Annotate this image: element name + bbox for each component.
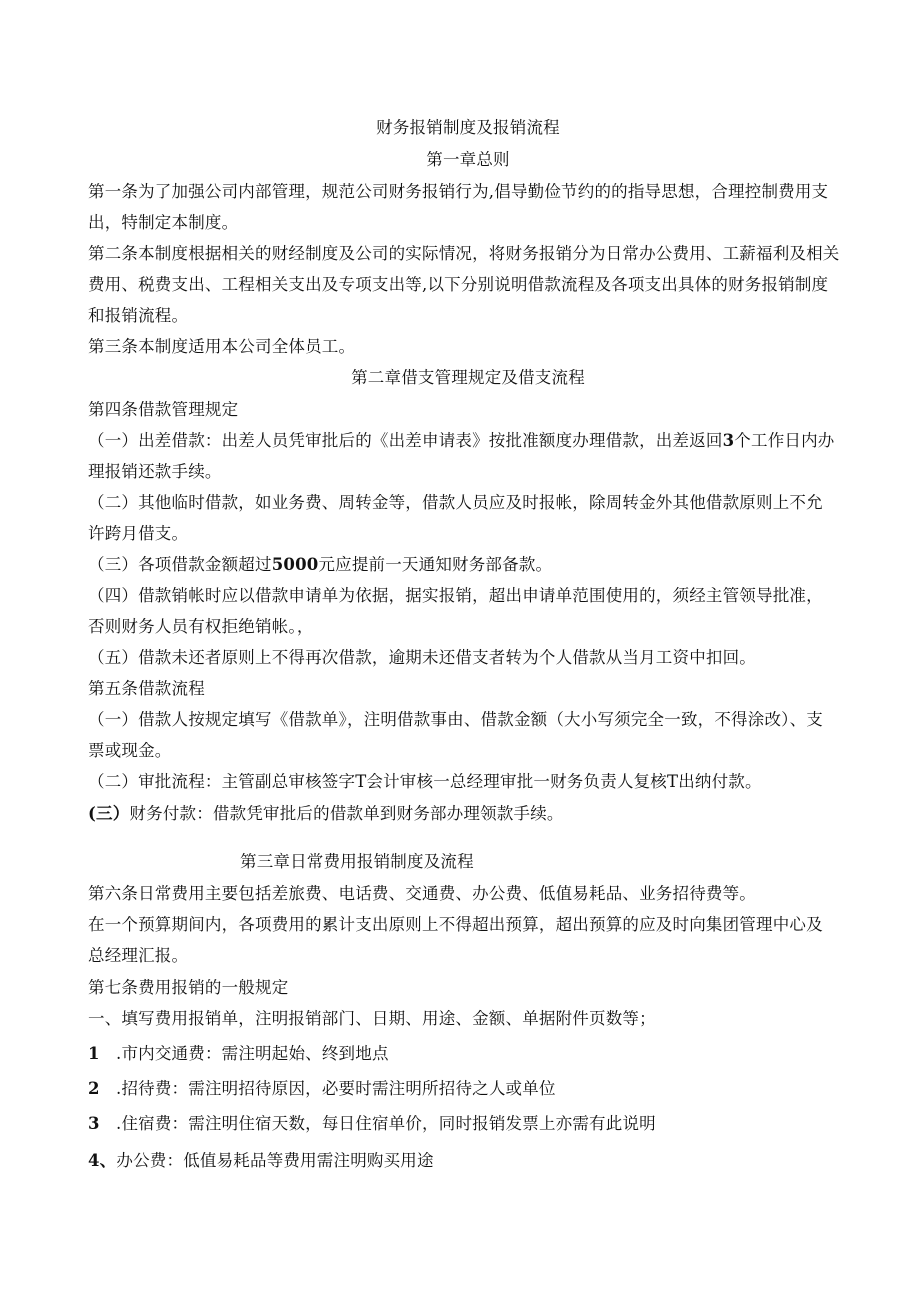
article-4-item-1-line-1 xyxy=(88,429,848,453)
article-6-line-1: 第六条日常费用主要包括差旅费、电话费、交通费、办公费、低值易耗品、业务招待费等。 xyxy=(88,884,756,903)
list-item-2-number: 2 xyxy=(88,1079,100,1098)
article-6-line-2: 在一个预算期间内，各项费用的累计支出原则上不得超出预算，超出预算的应及时向集团管理中心及 xyxy=(88,915,823,934)
article-5-item-3-text: 财务付款：借款凭审批后的借款单到财务部办理领款手续。 xyxy=(129,804,564,823)
chapter-2-heading: 第二章借支管理规定及借支流程 xyxy=(351,368,585,387)
article-2-line-2: 费用、税费支出、工程相关支出及专项支出等,以下分别说明借款流程及各项支出具体的财务报销制度 xyxy=(88,275,829,294)
list-item-3-text: .住宿费：需注明住宿天数，每日住宿单价，同时报销发票上亦需有此说明 xyxy=(116,1114,656,1133)
list-item-4-number: 4、 xyxy=(88,1151,117,1170)
article-4-item-3-text-a: （三）各项借款金额超过 xyxy=(88,555,272,574)
article-5-item-3 xyxy=(88,802,848,826)
article-2-line-1: 第二条本制度根据相关的财经制度及公司的实际情况，将财务报销分为日常办公费用、工薪福利及相关 xyxy=(88,244,840,263)
article-1-line-1: 第一条为了加强公司内部管理，规范公司财务报销行为,倡导勤俭节约的的指导思想，合理控制费用支 xyxy=(88,182,829,201)
article-4-item-1-text-a: （一）出差借款：出差人员凭审批后的《出差申请表》按批准额度办理借款，出差返回 xyxy=(88,431,723,450)
list-item-4 xyxy=(88,1149,848,1173)
article-5-item-2: （二）审批流程：主管副总审核签字T会计审核一总经理审批一财务负责人复核T出纳付款。 xyxy=(88,772,762,791)
list-item-2-text: .招待费：需注明招待原因，必要时需注明所招待之人或单位 xyxy=(116,1079,556,1098)
chapter-3-heading: 第三章日常费用报销制度及流程 xyxy=(240,852,474,871)
article-5-item-3-number: (三） xyxy=(88,804,130,823)
list-item-1-text: .市内交通费：需注明起始、终到地点 xyxy=(116,1044,389,1063)
document-title: 财务报销制度及报销流程 xyxy=(376,118,560,137)
article-6-line-3: 总经理汇报。 xyxy=(88,946,189,965)
chapter-1-heading: 第一章总则 xyxy=(426,150,510,169)
article-4-item-4-line-1: （四）借款销帐时应以借款申请单为依据，据实报销，超出申请单范围使用的，须经主管领导批准， xyxy=(88,586,823,605)
article-4-item-1-line-2: 理报销还款手续。 xyxy=(88,462,222,481)
article-5-item-1-line-2: 票或现金。 xyxy=(88,741,172,760)
article-7-clause-1: 一、填写费用报销单，注明报销部门、日期、用途、金额、单据附件页数等； xyxy=(88,1009,656,1028)
list-item-4-text: 办公费：低值易耗品等费用需注明购买用途 xyxy=(116,1151,434,1170)
article-2-line-3: 和报销流程。 xyxy=(88,306,189,325)
article-1-line-2: 出，特制定本制度。 xyxy=(88,213,239,232)
list-item-1-number: 1 xyxy=(88,1044,100,1063)
article-4-item-2-line-1: （二）其他临时借款，如业务费、周转金等，借款人员应及时报帐，除周转金外其他借款原则上不允 xyxy=(88,493,823,512)
article-4-item-2-line-2: 许跨月借支。 xyxy=(88,524,189,543)
article-4-item-5: （五）借款未还者原则上不得再次借款，逾期未还借支者转为个人借款从当月工资中扣回。 xyxy=(88,648,756,667)
article-4-item-3 xyxy=(88,553,848,577)
list-item-2 xyxy=(88,1077,848,1101)
list-item-1 xyxy=(88,1042,848,1066)
article-3: 第三条本制度适用本公司全体员工。 xyxy=(88,337,356,356)
article-4-item-1-days: 3 xyxy=(722,431,735,450)
article-4-item-1-text-b: 个工作日内办 xyxy=(734,431,835,450)
article-7: 第七条费用报销的一般规定 xyxy=(88,978,289,997)
article-5-item-1-line-1: （一）借款人按规定填写《借款单》，注明借款事由、借款金额（大小写须完全一致，不得涂改）、支 xyxy=(88,710,823,729)
list-item-3-number: 3 xyxy=(88,1114,100,1133)
article-5: 第五条借款流程 xyxy=(88,679,205,698)
article-4-item-4-line-2: 否则财务人员有权拒绝销帐。， xyxy=(88,617,314,636)
article-4-item-3-amount: 5000 xyxy=(271,555,319,574)
list-item-3 xyxy=(88,1112,848,1136)
article-4-item-3-text-b: 元应提前一天通知财务部备款。 xyxy=(318,555,553,574)
article-4: 第四条借款管理规定 xyxy=(88,400,239,419)
